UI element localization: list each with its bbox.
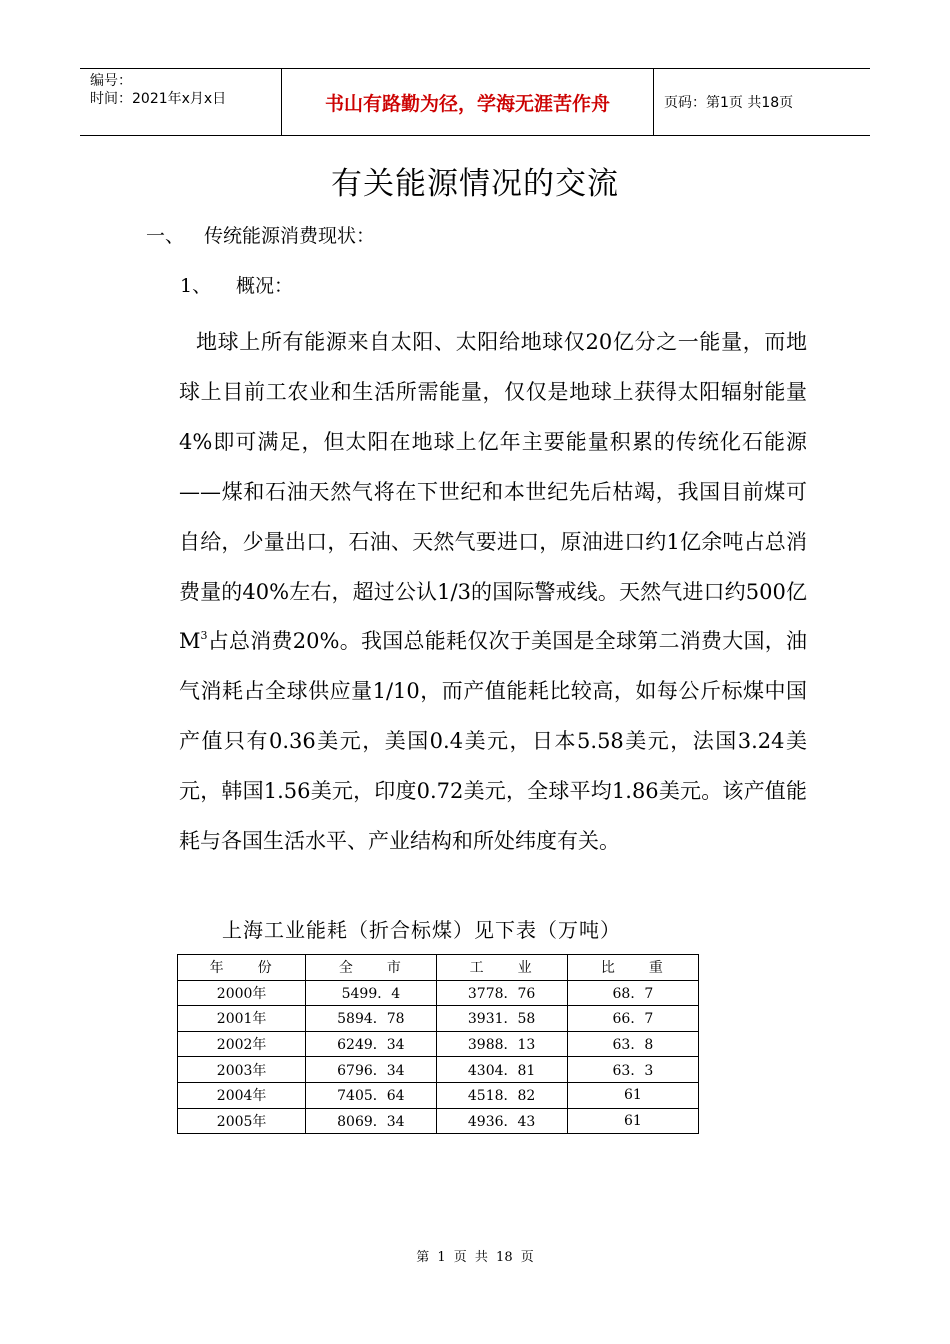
cell-industry: 3988．13 (436, 1031, 567, 1057)
paragraph-text-part1: 地球上所有能源来自太阳、太阳给地球仅20亿分之一能量，而地球上目前工农业和生活所需能量，仅仅是地球上获得太阳辐射能量4%即可满足，但太阳在地球上亿年主要能量积累的传统化石能源——煤和石油天然气将在下世纪和本世纪先后枯竭，我国目前煤可自给，少量出口，石油、天然气要进口，原油进口约1亿余吨占总消费量的40%左右，超过公认1/3的国际警戒线。天然气进口约500亿M (179, 330, 807, 654)
subsection-number: 1、 (180, 275, 212, 297)
paragraph-text-part2: 占总消费20%。我国总能耗仅次于美国是全球第二消费大国，油气消耗占全球供应量1/10，而产值能耗比较高，如每公斤标煤中国产值只有0.36美元，美国0.4美元，日本5.58美元，法国3.24美元，韩国1.56美元，印度0.72美元，全球平均1.86美元。该产值能耗与各国生活水平、产业结构和所处纬度有关。 (179, 629, 807, 854)
document-title: 有关能源情况的交流 (331, 166, 619, 202)
cell-year: 2004年 (178, 1082, 306, 1108)
table-header-row (178, 955, 699, 981)
code-label: 编号： (90, 73, 132, 89)
header-city-total: 全 市 (306, 955, 436, 981)
energy-table (177, 954, 699, 1134)
cell-share: 61 (567, 1108, 698, 1134)
cell-industry: 3931．58 (436, 1006, 567, 1032)
cell-city-total: 7405．64 (306, 1082, 436, 1108)
cell-city-total: 6796．34 (306, 1057, 436, 1083)
cell-city-total: 5499．4 (306, 980, 436, 1006)
table-row (178, 1082, 699, 1108)
cell-industry: 4936．43 (436, 1108, 567, 1134)
cell-share: 63．8 (567, 1031, 698, 1057)
cell-share: 68．7 (567, 980, 698, 1006)
table-caption: 上海工业能耗（折合标煤）见下表（万吨） (222, 918, 621, 942)
date-label: 时间：2021年x月x日 (90, 91, 227, 107)
cell-city-total: 8069．34 (306, 1108, 436, 1134)
table-row (178, 1031, 699, 1057)
section-number: 一、 (146, 225, 185, 247)
superscript-exponent: 3 (200, 629, 208, 643)
cell-city-total: 5894．78 (306, 1006, 436, 1032)
table-row (178, 980, 699, 1006)
cell-industry: 3778．76 (436, 980, 567, 1006)
cell-year: 2000年 (178, 980, 306, 1006)
subsection-heading (180, 272, 293, 300)
cell-year: 2001年 (178, 1006, 306, 1032)
page-footer: 第 1 页 共 18 页 (416, 1250, 534, 1265)
cell-share: 61 (567, 1082, 698, 1108)
cell-year: 2003年 (178, 1057, 306, 1083)
cell-year: 2002年 (178, 1031, 306, 1057)
page-header (80, 68, 870, 136)
header-year: 年 份 (178, 955, 306, 981)
header-page-info: 页码：第1页 共18页 (664, 95, 794, 111)
section-heading (146, 222, 375, 250)
cell-share: 63．3 (567, 1057, 698, 1083)
table-row (178, 1057, 699, 1083)
cell-industry: 4518．82 (436, 1082, 567, 1108)
cell-city-total: 6249．34 (306, 1031, 436, 1057)
cell-industry: 4304．81 (436, 1057, 567, 1083)
section-title: 传统能源消费现状： (204, 225, 376, 247)
table-row (178, 1006, 699, 1032)
header-motto: 书山有路勤为径，学海无涯苦作舟 (282, 69, 654, 135)
cell-share: 66．7 (567, 1006, 698, 1032)
table-row (178, 1108, 699, 1134)
header-industry: 工 业 (436, 955, 567, 981)
subsection-title: 概况： (236, 275, 294, 297)
header-meta (80, 69, 282, 135)
cell-year: 2005年 (178, 1108, 306, 1134)
header-share: 比 重 (567, 955, 698, 981)
overview-paragraph (179, 318, 807, 867)
